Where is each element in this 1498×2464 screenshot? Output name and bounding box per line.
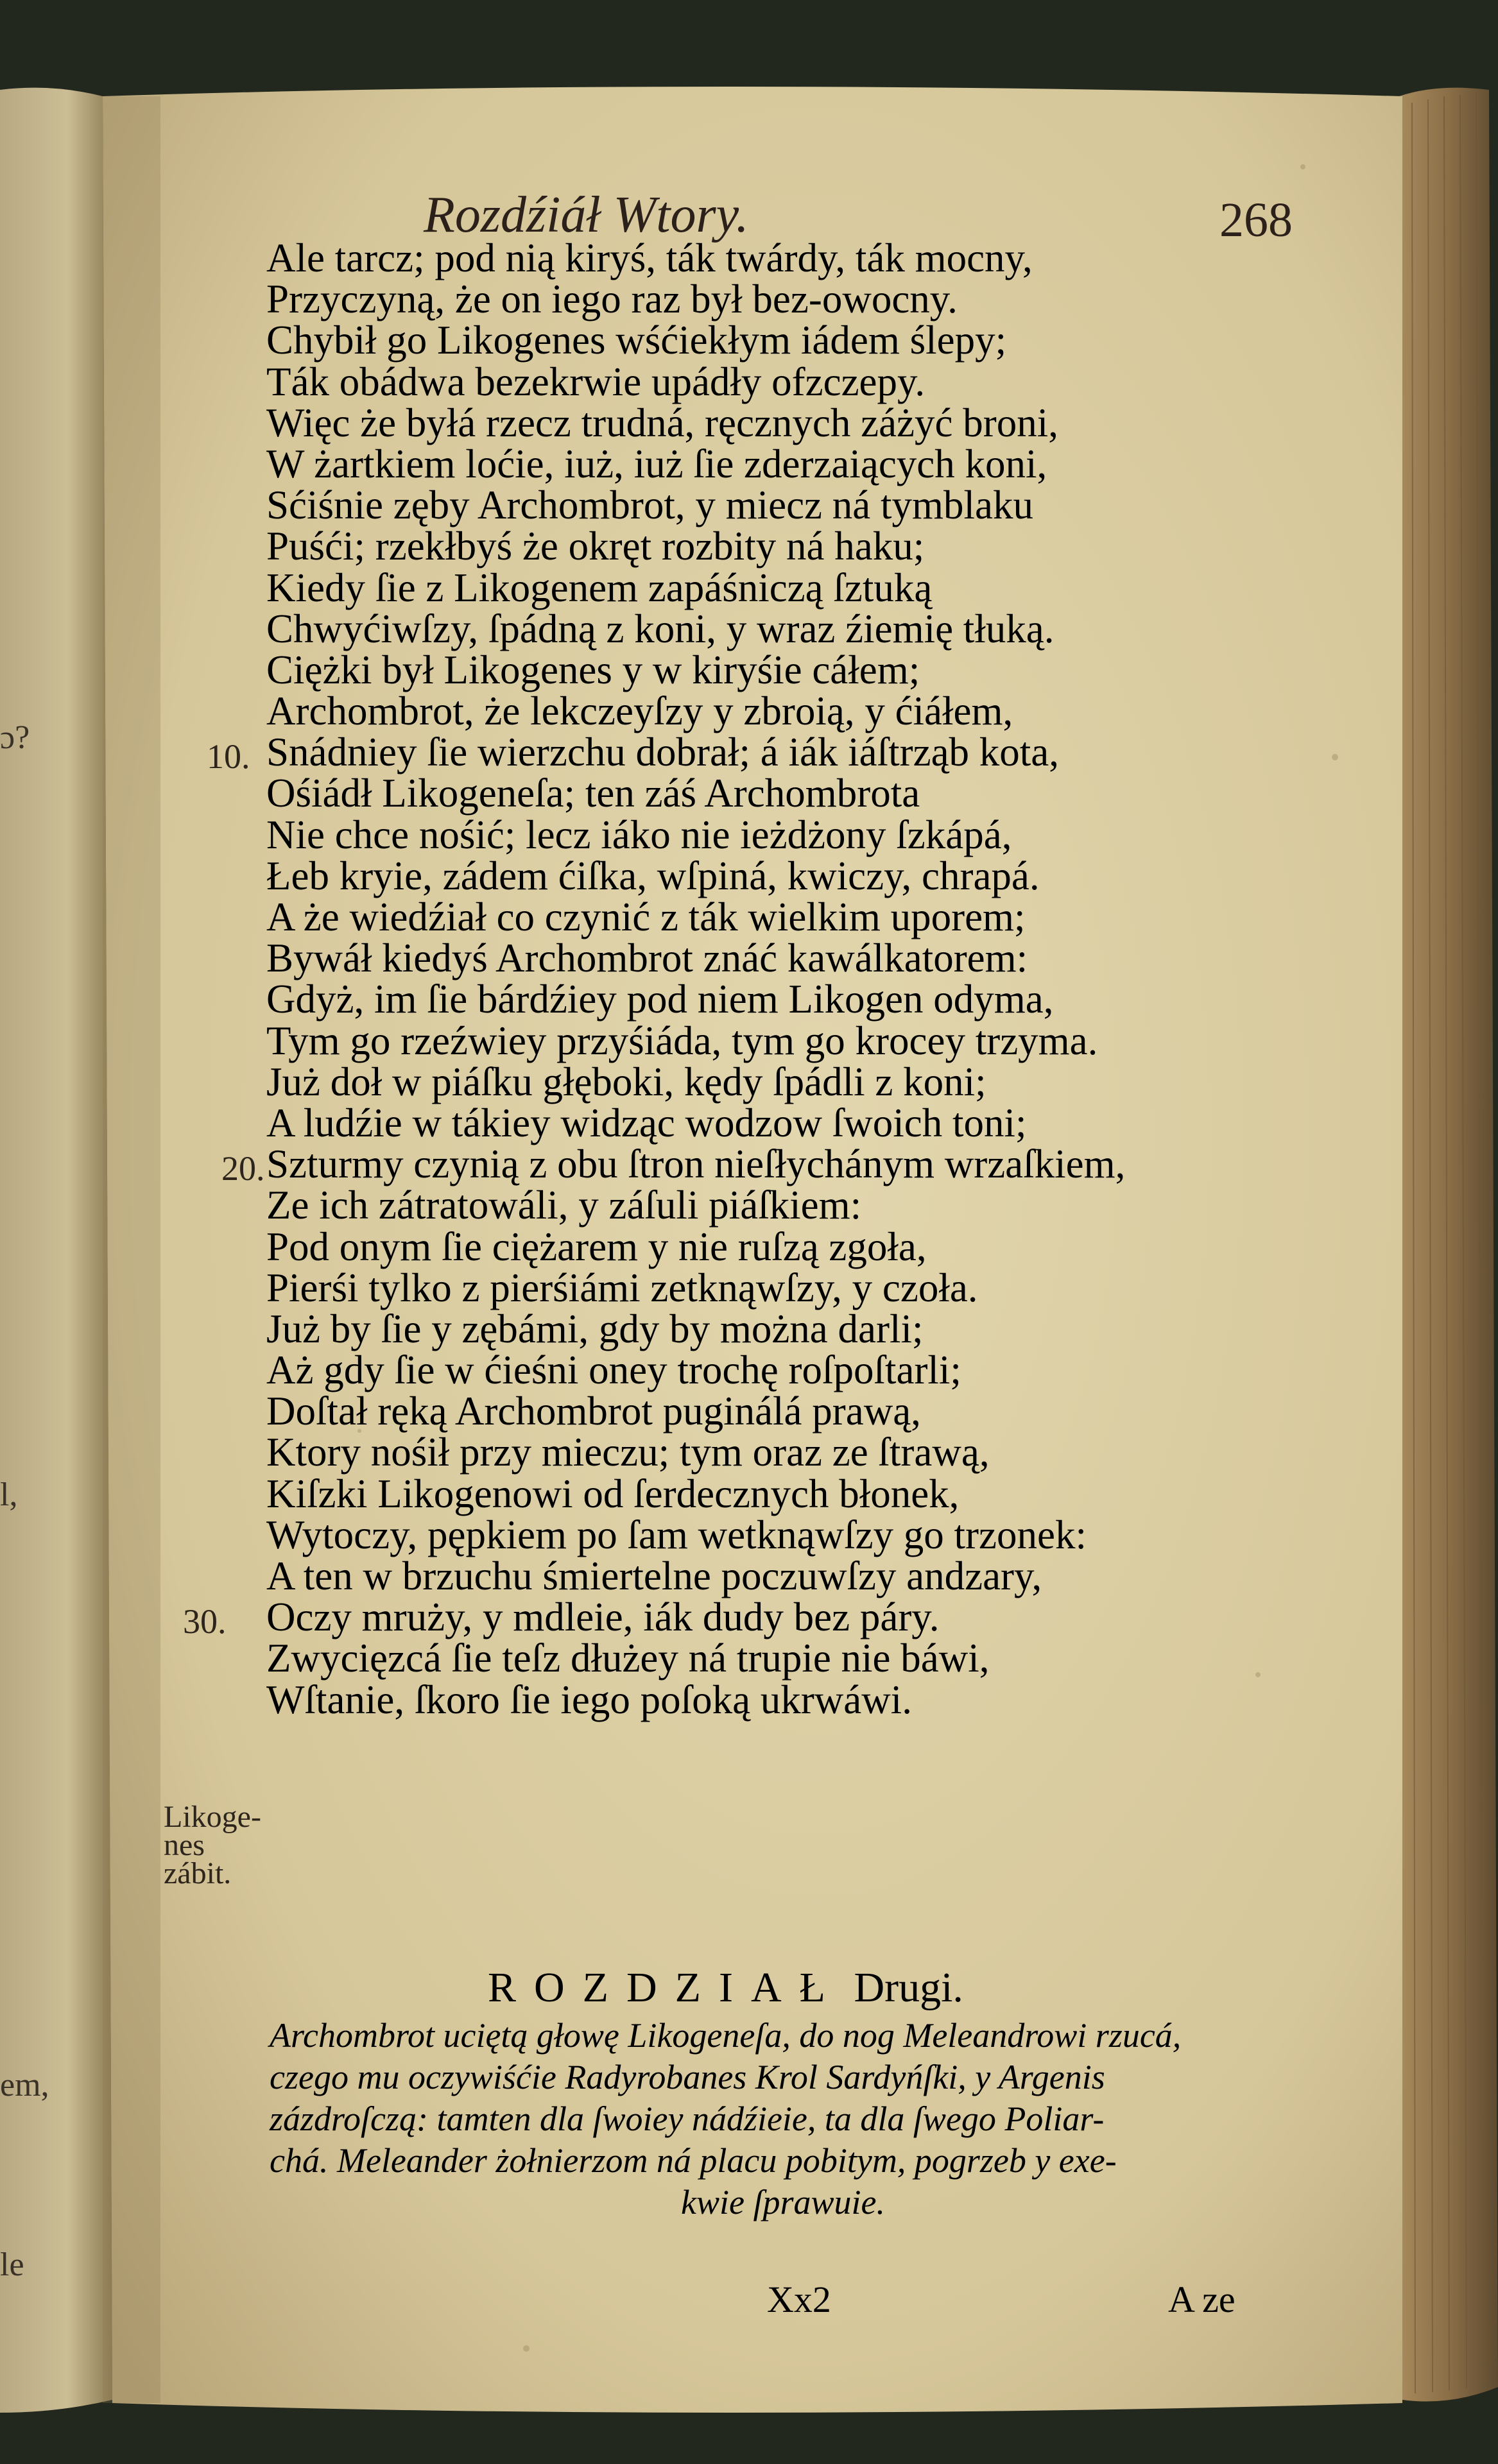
verse-line: Aż gdy ſie w ćieśni oney trochę roſpoſtarli; — [266, 1348, 961, 1393]
verse-line: Wſtanie, ſkoro ſie iego poſoką ukrwáwi. — [266, 1677, 912, 1722]
verse-line: Pod onym ſie ciężarem y nie ruſzą zgoła, — [266, 1224, 927, 1269]
chapter-running-title: Rozdźiáł Wtory. — [424, 187, 749, 243]
verse-line: Sćiśnie zęby Archombrot, y miecz ná tymblaku — [266, 483, 1033, 528]
line-number: 10. — [207, 737, 250, 776]
verse-line: Oczy mruży, y mdleie, iák dudy bez páry. — [266, 1595, 940, 1640]
verse-line: Pierśi tylko z pierśiámi zetknąwſzy, y czoła. — [266, 1265, 978, 1310]
summary-line: Archombrot uciętą głowę Likogeneſa, do nog Meleandrowi rzucá, — [270, 2016, 1182, 2055]
verse-line: Kiedy ſie z Likogenem zapáśniczą ſztuką — [266, 565, 933, 610]
verse-line: Szturmy czynią z obu ſtron nieſłychánym wrzaſkiem, — [266, 1142, 1126, 1187]
signature-mark: Xx2 — [767, 2279, 831, 2320]
line-number: 30. — [183, 1602, 227, 1641]
verse-line: A ten w brzuchu śmiertelne poczuwſzy andzary, — [266, 1553, 1042, 1598]
chapter-heading-sub: Drugi. — [854, 1964, 963, 2011]
chapter-heading — [488, 1964, 963, 2012]
left-page — [0, 88, 112, 2413]
verse-line: Nie chce nośić; lecz iáko nie ieżdżony ſzkápá, — [266, 812, 1012, 857]
verse-line: Kiſzki Likogenowi od ſerdecznych błonek, — [266, 1471, 960, 1516]
chapter-heading-main: ROZDZIAŁ — [488, 1964, 843, 2011]
verse-line: Puśći; rzekłbyś że okręt rozbity ná haku; — [266, 524, 925, 569]
verse-line: Gdyż, im ſie bárdźiey pod niem Likogen odyma, — [266, 977, 1054, 1022]
summary-line: zázdroſczą: tamten dla ſwoiey nádźieie, ta dla ſwego Poliar- — [270, 2100, 1105, 2138]
verse-line: Już doł w piáſku głęboki, kędy ſpádli z koni; — [266, 1059, 986, 1104]
catchword: A ze — [1168, 2279, 1235, 2320]
margin-note-line: nes zábit. — [164, 1828, 232, 1890]
verse-line: Ale tarcz; pod nią kiryś, ták twárdy, ták mocny, — [266, 235, 1033, 280]
verse-line: Więc że byłá rzecz trudná, ręcznych záżyć broni, — [266, 400, 1058, 445]
line-number: 20. — [221, 1149, 265, 1188]
verse-line: Ták obádwa bezekrwie upádły ofzczepy. — [266, 359, 925, 404]
verse-line: W żartkiem loćie, iuż, iuż ſie zderzaiących koni, — [266, 441, 1047, 486]
left-page-fragment: ɔ? — [0, 719, 30, 756]
left-page-fragment: l, — [0, 1476, 18, 1513]
page-number: 268 — [1219, 193, 1293, 247]
summary-line: kwie ſprawuie. — [681, 2183, 885, 2221]
verse-line: Ciężki był Likogenes y w kiryśie cáłem; — [266, 647, 920, 692]
verse-line: Ze ich zátratowáli, y záſuli piáſkiem: — [266, 1183, 862, 1228]
summary-line: czego mu oczywiśćie Radyrobanes Krol Sardyńſki, y Argenis — [270, 2058, 1105, 2096]
verse-line: Tym go rzeźwiey przyśiáda, tym go krocey trzyma. — [266, 1018, 1098, 1063]
verse-line: Wytoczy, pępkiem po ſam wetknąwſzy go trzonek: — [266, 1512, 1087, 1557]
verse-line: Archombrot, że lekczeyſzy y zbroią, y ćiáłem, — [266, 689, 1013, 734]
left-page-fragment: em, — [0, 2067, 49, 2103]
verse-line: Bywáł kiedyś Archombrot znáć kawálkatorem: — [266, 936, 1028, 981]
summary-line: chá. Meleander żołnierzom ná placu pobitym, pogrzeb y exe- — [270, 2141, 1117, 2180]
verse-line: Zwycięzcá ſie teſz dłużey ná trupie nie báwi, — [266, 1636, 990, 1681]
verse-line: Doſtał ręką Archombrot puginálá prawą, — [266, 1389, 921, 1434]
poem-text — [266, 237, 1255, 1720]
verse-line: Przyczyną, że on iego raz był bez-owocny. — [266, 277, 958, 322]
verse-line: Łeb kryie, zádem ćiſka, wſpiná, kwiczy, chrapá. — [266, 853, 1040, 898]
verse-line: A ludźie w tákiey widząc wodzow ſwoich toni; — [266, 1100, 1027, 1145]
margin-note-line: Likoge- — [164, 1800, 261, 1834]
verse-line: Snádniey ſie wierzchu dobrał; á iák iáſtrząb kota, — [266, 730, 1060, 775]
chapter-summary — [270, 2015, 1296, 2223]
margin-note — [164, 1800, 273, 1890]
verse-line: A że wiedźiał co czynić z ták wielkim uporem; — [266, 894, 1026, 939]
left-page-fragment: le — [0, 2246, 24, 2283]
verse-line: Już by ſie y zębámi, gdy by można darli; — [266, 1306, 924, 1351]
verse-line: Chybił go Likogenes wśćiekłym iádem ślepy; — [266, 318, 1007, 363]
verse-line: Chwyćiwſzy, ſpádną z koni, y wraz źiemię tłuką. — [266, 606, 1055, 651]
verse-line: Ktory nośił przy mieczu; tym oraz ze ſtrawą, — [266, 1430, 990, 1475]
verse-line: Ośiádł Likogeneſa; ten záś Archombrota — [266, 771, 920, 816]
